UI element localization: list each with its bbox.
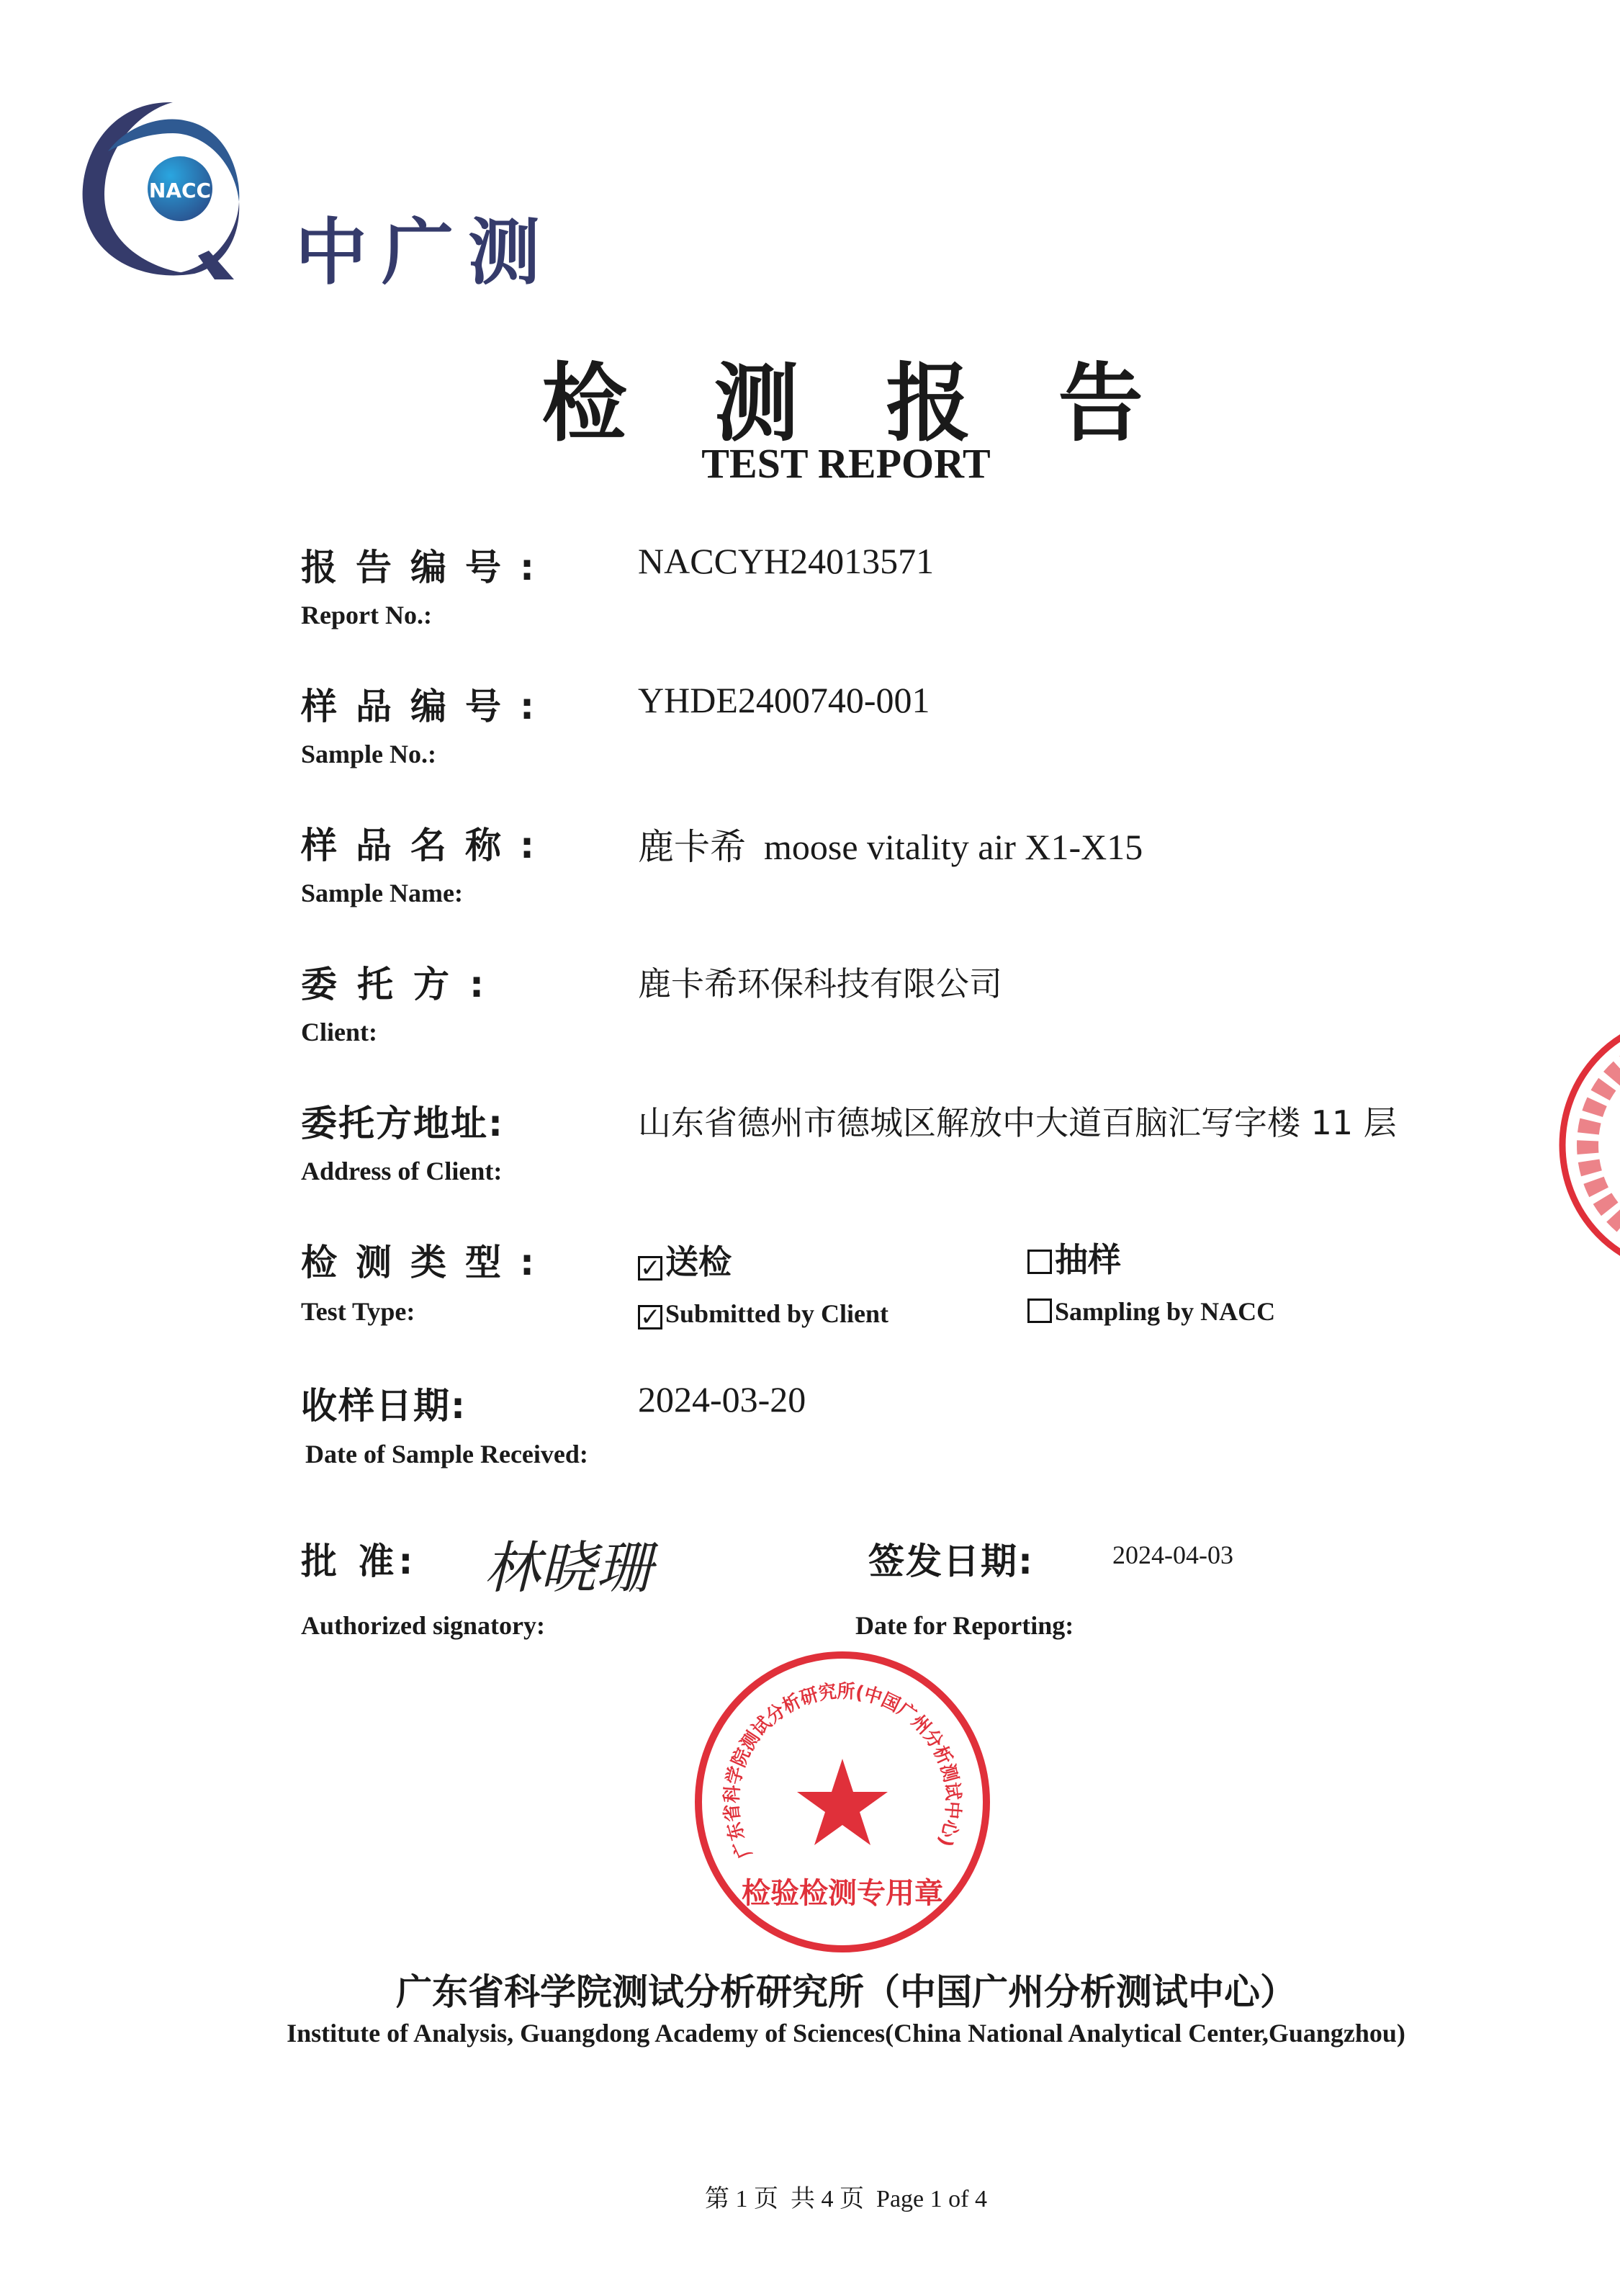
report-title-cn: 检 测 报 告 xyxy=(541,353,1172,453)
stamp-ring-text: 广东省科学院测试分析研究所(中国广州分析测试中心) xyxy=(721,1680,964,1862)
option-submitted-en[interactable] xyxy=(638,1299,889,1332)
date-label-en: Date for Reporting: xyxy=(855,1611,1074,1640)
label-en: Sample No.: xyxy=(301,740,436,768)
label-en: Address of Client: xyxy=(301,1157,503,1185)
checkbox-empty-icon[interactable] xyxy=(1027,1299,1052,1323)
institute-name-en: Institute of Analysis, Guangdong Academy of Sciences(China National Analytical Center,Guangzhou) xyxy=(287,2019,1405,2048)
label-cn: 委托方: xyxy=(301,964,504,1005)
seam-stamp xyxy=(1555,1015,1620,1275)
received-date-value: 2024-03-20 xyxy=(638,1379,806,1420)
option-label: Sampling by NACC xyxy=(1055,1297,1276,1326)
official-stamp xyxy=(691,1651,994,1953)
label-cn: 样品名称: xyxy=(301,825,553,866)
label-en: Test Type: xyxy=(301,1297,415,1326)
report-date-value: 2024-04-03 xyxy=(1112,1541,1233,1569)
label-cn: 报告编号: xyxy=(301,547,553,588)
nacc-logo xyxy=(79,94,554,288)
approver-label-cn: 批 准: xyxy=(301,1541,418,1582)
label-cn: 委托方地址: xyxy=(301,1103,504,1144)
label-en: Sample Name: xyxy=(301,879,463,907)
stamp-bottom-text: 检验检测专用章 xyxy=(742,1877,943,1910)
checkbox-checked-icon[interactable]: ✓ xyxy=(638,1256,662,1281)
report-no-value: NACCYH24013571 xyxy=(638,541,935,581)
logo-badge-text: NACC xyxy=(148,179,212,202)
date-label-cn: 签发日期: xyxy=(868,1541,1034,1582)
client-value: 鹿卡希环保科技有限公司 xyxy=(638,964,1002,1003)
label-en: Client: xyxy=(301,1018,377,1046)
institute-name-cn: 广东省科学院测试分析研究所（中国广州分析测试中心） xyxy=(396,1971,1296,2013)
checkbox-checked-icon[interactable]: ✓ xyxy=(638,1305,662,1329)
option-submitted-cn[interactable] xyxy=(638,1236,732,1283)
option-label: 送检 xyxy=(665,1242,732,1281)
client-address-value: 山东省德州市德城区解放中大道百脑汇写字楼 11 层 xyxy=(638,1103,1397,1142)
report-title-en: TEST REPORT xyxy=(701,440,991,487)
checkbox-empty-icon[interactable] xyxy=(1027,1250,1052,1274)
label-en: Date of Sample Received: xyxy=(305,1440,588,1468)
option-sampling-cn[interactable] xyxy=(1027,1234,1121,1281)
option-label: Submitted by Client xyxy=(665,1299,889,1328)
label-cn: 检测类型: xyxy=(301,1242,553,1283)
option-label: 抽样 xyxy=(1055,1240,1121,1279)
label-cn: 收样日期: xyxy=(301,1385,467,1427)
page-number: 第 1 页 共 4 页 Page 1 of 4 xyxy=(705,2186,987,2212)
sample-no-value: YHDE2400740-001 xyxy=(638,680,930,720)
option-sampling-en[interactable] xyxy=(1027,1296,1275,1327)
sample-name-value: 鹿卡希 moose vitality air X1-X15 xyxy=(638,827,1143,867)
label-cn: 样品编号: xyxy=(301,686,553,727)
signature: 林晓珊 xyxy=(484,1536,653,1601)
label-en: Report No.: xyxy=(301,601,432,629)
logo-name: 中广测 xyxy=(295,210,554,288)
approver-label-en: Authorized signatory: xyxy=(301,1611,545,1640)
